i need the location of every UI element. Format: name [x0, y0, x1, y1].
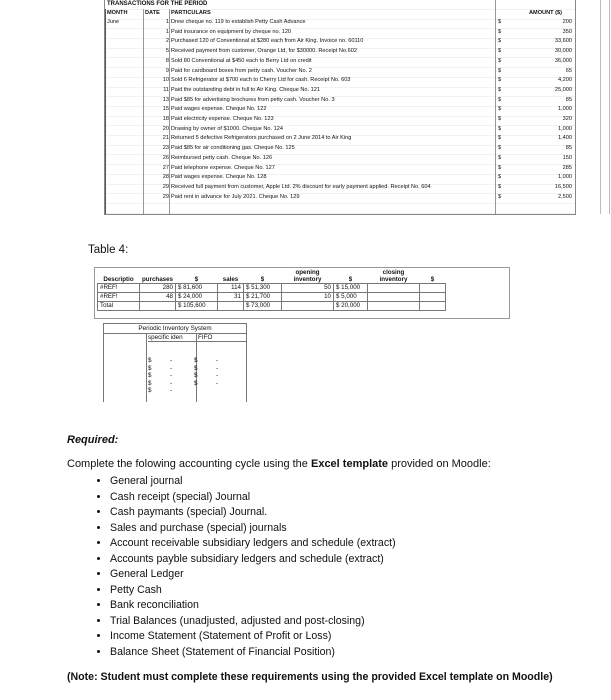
inv-cell: 10 [282, 293, 334, 302]
inv-header: Descriptio [103, 276, 134, 283]
inv-cell: $ 51,300 [244, 284, 282, 293]
inv-header: $ [194, 276, 199, 283]
periodic-cell: $ [148, 387, 152, 394]
requirement-item: • Trial Balances (unadjusted, adjusted and post-closing) [110, 614, 396, 630]
periodic-cell: $ [148, 372, 152, 379]
cell-amount: 1,000 [558, 125, 572, 132]
header-date: DATE [145, 10, 160, 16]
inv-row [98, 284, 446, 293]
cell-date: 15 [162, 106, 169, 113]
table-row [105, 134, 575, 144]
cell-date: 2 [165, 38, 169, 45]
cell-text: Paid $85 for air conditioning gas. Cheque No. 125 [171, 145, 295, 152]
intro-text: Complete the folowing accounting cycle using the [67, 458, 311, 470]
cell-amount: 4,200 [558, 77, 572, 84]
cell-amount: 350 [562, 28, 572, 35]
table-row [105, 47, 575, 57]
cell-date: 5 [165, 48, 169, 55]
inv-cell [218, 302, 244, 311]
required-heading: Required: [67, 434, 119, 446]
periodic-cell: - [216, 357, 219, 364]
page-edge [600, 0, 610, 214]
cell-cur: $ [498, 154, 502, 161]
cell-amount: 33,600 [554, 38, 572, 45]
requirement-item: • Petty Cash [110, 583, 396, 599]
cell-date: 8 [165, 57, 169, 64]
cell-date: 9 [165, 67, 169, 74]
cell-text: Paid electricity expense. Cheque No. 123 [171, 116, 274, 122]
cell-amount: 25,000 [554, 86, 572, 93]
cell-date: 28 [162, 174, 169, 181]
note: (Note: Student must complete these requirements using the provided Excel template on Moodle) [67, 671, 553, 683]
transactions-table [104, 0, 576, 215]
requirement-item: • Sales and purchase (special) journals [110, 521, 396, 537]
cell-amount: 85 [565, 145, 572, 152]
cell-text: Paid rent in advance for July 2021. Cheque No. 129 [171, 193, 300, 200]
cell-cur: $ [498, 183, 502, 190]
col-fifo: FIFO [198, 334, 213, 341]
cell-text: Received payment from customer, Orange Ltd, for $30000. Receipt No.602 [171, 48, 357, 55]
cell-cur: $ [498, 116, 502, 122]
table-row [105, 164, 575, 174]
cell-date: 20 [162, 125, 169, 132]
cell-cur: $ [498, 77, 502, 84]
periodic-cell: $ [194, 372, 198, 379]
periodic-cell: - [216, 379, 219, 387]
cell-cur: $ [498, 48, 502, 55]
table-row [105, 105, 575, 115]
table-row [105, 86, 575, 96]
inv-cell [420, 284, 446, 293]
periodic-cell: - [216, 372, 219, 379]
periodic-cell: $ [148, 364, 152, 372]
inv-row [98, 293, 446, 302]
inv-cell: $ 24,000 [176, 293, 218, 302]
cell-cur: $ [498, 86, 502, 93]
requirement-item: • General Ledger [110, 567, 396, 583]
table-row [105, 183, 575, 193]
cell-cur: $ [498, 193, 502, 200]
inv-cell: 48 [140, 293, 176, 302]
intro-bold: Excel template [310, 458, 389, 470]
cell-text: Paid the outstanding debt in full to Air King. Cheque No. 121 [171, 86, 320, 93]
table-row [105, 76, 575, 86]
inv-cell: $ 73,000 [244, 302, 282, 311]
cell-amount: 85 [565, 96, 572, 103]
cell-date: 29 [162, 183, 169, 190]
cell-date: 21 [162, 135, 169, 142]
cell-date: 10 [162, 77, 169, 84]
inv-cell [368, 284, 420, 293]
cell-date: 1 [165, 28, 169, 35]
requirements-list [92, 474, 396, 660]
inventory-table [94, 267, 510, 319]
cell-date: 11 [163, 86, 169, 93]
cell-text: Sold 6 Refrigerator at $700 each to Cherry Ltd for cash. Receipt No. 603 [171, 77, 351, 84]
table-row [105, 37, 575, 47]
inv-cell: $ 81,600 [176, 284, 218, 293]
cell-date: 27 [162, 164, 169, 171]
requirement-item: • Cash receipt (special) Journal [110, 490, 396, 506]
cell-text: Drawing by owner of $1000. Cheque No. 124 [171, 125, 283, 132]
inv-header: closing inventory [379, 269, 408, 283]
inv-cell [420, 293, 446, 302]
cell-cur: $ [498, 38, 502, 45]
cell-date: 29 [162, 193, 169, 200]
cell-cur: $ [498, 57, 502, 64]
inv-cell: $ 20,000 [334, 302, 368, 311]
cell-text: Drew cheque no. 119 to establish Petty Cash Advance [171, 19, 306, 25]
cell-date: 23 [162, 145, 169, 152]
header-particulars: PARTICULARS [171, 10, 211, 16]
table-row [105, 96, 575, 106]
table-row [105, 28, 575, 38]
periodic-cell: - [216, 364, 219, 372]
periodic-inventory-table [103, 323, 247, 402]
cell-text: Reimbursed petty cash. Cheque No. 126 [171, 154, 273, 161]
inv-header: $ [348, 276, 353, 283]
periodic-cell: $ [148, 357, 152, 364]
cell-cur: $ [498, 106, 502, 113]
table-4-label: Table 4: [88, 244, 129, 256]
cell-cur: $ [498, 145, 502, 152]
table-row [105, 115, 575, 125]
inv-cell: 50 [282, 284, 334, 293]
inv-header: opening inventory [293, 269, 322, 283]
inv-cell [368, 302, 420, 311]
cell-text: Returned 5 defective Refrigerators purchased on 2 June 2014 to Air King [171, 135, 352, 142]
periodic-cell: - [170, 364, 173, 372]
inv-header: $ [430, 276, 435, 283]
table-row [105, 125, 575, 135]
cell-amount: 200 [562, 19, 572, 25]
cell-text: Paid wages expense. Cheque No. 128 [171, 174, 267, 181]
inv-cell [282, 302, 334, 311]
cell-cur: $ [498, 174, 502, 181]
cell-cur: $ [498, 164, 502, 171]
requirement-item: • Balance Sheet (Statement of Financial Position) [110, 645, 396, 661]
cell-cur: $ [498, 67, 502, 74]
cell-amount: 1,000 [558, 106, 572, 113]
periodic-title: Periodic Inventory System [104, 324, 246, 334]
requirement-item: • Account receivable subsidiary ledgers and schedule (extract) [110, 536, 396, 552]
table-row [105, 193, 575, 203]
inv-cell: 31 [218, 293, 244, 302]
table-row [105, 57, 575, 67]
inv-cell: $ 105,600 [176, 302, 218, 311]
inv-cell: 114 [218, 284, 244, 293]
header-amount: AMOUNT ($) [529, 10, 562, 16]
cell-text: Paid telephone expense. Cheque No. 127 [171, 164, 275, 171]
cell-text: Purchased 120 of Conventional at $280 each from Air King. Invoice no. 60110 [171, 38, 364, 45]
requirement-item: • General journal [110, 474, 396, 490]
intro-text-end: provided on Moodle: [388, 458, 491, 470]
periodic-cell: $ [194, 379, 198, 387]
cell-amount: 16,500 [554, 183, 572, 190]
inv-header: $ [260, 276, 265, 283]
requirement-item: • Accounts payble subsidiary ledgers and schedule (extract) [110, 552, 396, 568]
periodic-cell: - [170, 379, 173, 387]
cell-cur: $ [498, 28, 502, 35]
cell-cur: $ [498, 19, 502, 25]
cell-cur: $ [498, 125, 502, 132]
periodic-cell: $ [194, 364, 198, 372]
cell-amount: 36,000 [554, 57, 572, 64]
inv-cell: $ 21,700 [244, 293, 282, 302]
inv-header: purchases [142, 276, 173, 283]
cell-amount: 30,000 [554, 48, 572, 55]
periodic-cell: - [170, 357, 173, 364]
cell-amount: 1,000 [558, 174, 572, 181]
cell-date: 18 [162, 116, 169, 122]
table-row [105, 144, 575, 154]
inv-header: sales [222, 276, 239, 283]
table-row [105, 173, 575, 183]
periodic-cell: - [170, 387, 173, 394]
inv-cell: 280 [140, 284, 176, 293]
transactions-title: TRANSACTIONS FOR THE PERIOD [107, 1, 208, 7]
required-intro [67, 458, 491, 470]
table-row [105, 154, 575, 164]
inv-cell: $ 5,000 [334, 293, 368, 302]
cell-amount: 285 [562, 164, 572, 171]
inv-cell [420, 302, 446, 311]
cell-amount: 320 [562, 116, 572, 122]
cell-date: 26 [162, 154, 169, 161]
col-specific-identification: specific iden [148, 334, 246, 342]
cell-cur: $ [498, 96, 502, 103]
requirement-item: • Bank reconciliation [110, 598, 396, 614]
cell-amount: 150 [562, 154, 572, 161]
cell-date: 13 [162, 96, 169, 103]
table-row [105, 67, 575, 77]
cell-text: Paid for cardboard boxes from petty cash. Voucher No. 2 [171, 67, 312, 74]
cell-text: Paid wages expense. Cheque No. 122 [171, 106, 267, 113]
requirement-item: • Income Statement (Statement of Profit or Loss) [110, 629, 396, 645]
inv-cell [140, 302, 176, 311]
cell-amount: 1,400 [558, 135, 572, 142]
periodic-cell: - [170, 372, 173, 379]
inv-cell: #REF! [98, 284, 140, 293]
cell-date: 1 [165, 19, 169, 25]
cell-month: June [107, 19, 120, 25]
cell-text: Paid $85 for advertising brochures from petty cash. Voucher No. 3 [171, 96, 335, 103]
cell-text: Received full payment from customer, Apple Ltd. 2% discount for early payment applied. Receipt No. 604 [171, 183, 431, 190]
cell-cur: $ [498, 135, 502, 142]
header-month: MONTH [107, 10, 128, 16]
cell-text: Sold 80 Conventional at $450 each to Berry Ltd on credit [171, 57, 312, 64]
periodic-cell: $ [194, 357, 198, 364]
inv-row [98, 302, 446, 311]
requirement-item: • Cash paymants (special) Journal. [110, 505, 396, 521]
inv-cell: #REF! [98, 293, 140, 302]
table-row [105, 18, 575, 28]
cell-amount: 2,500 [558, 193, 572, 200]
inv-cell: Total [98, 302, 140, 311]
inv-cell: $ 15,000 [334, 284, 368, 293]
periodic-cell: $ [148, 379, 152, 387]
inv-cell [368, 293, 420, 302]
cell-text: Paid insurance on equipment by cheque no. 120 [171, 28, 292, 35]
cell-amount: 65 [565, 67, 572, 74]
